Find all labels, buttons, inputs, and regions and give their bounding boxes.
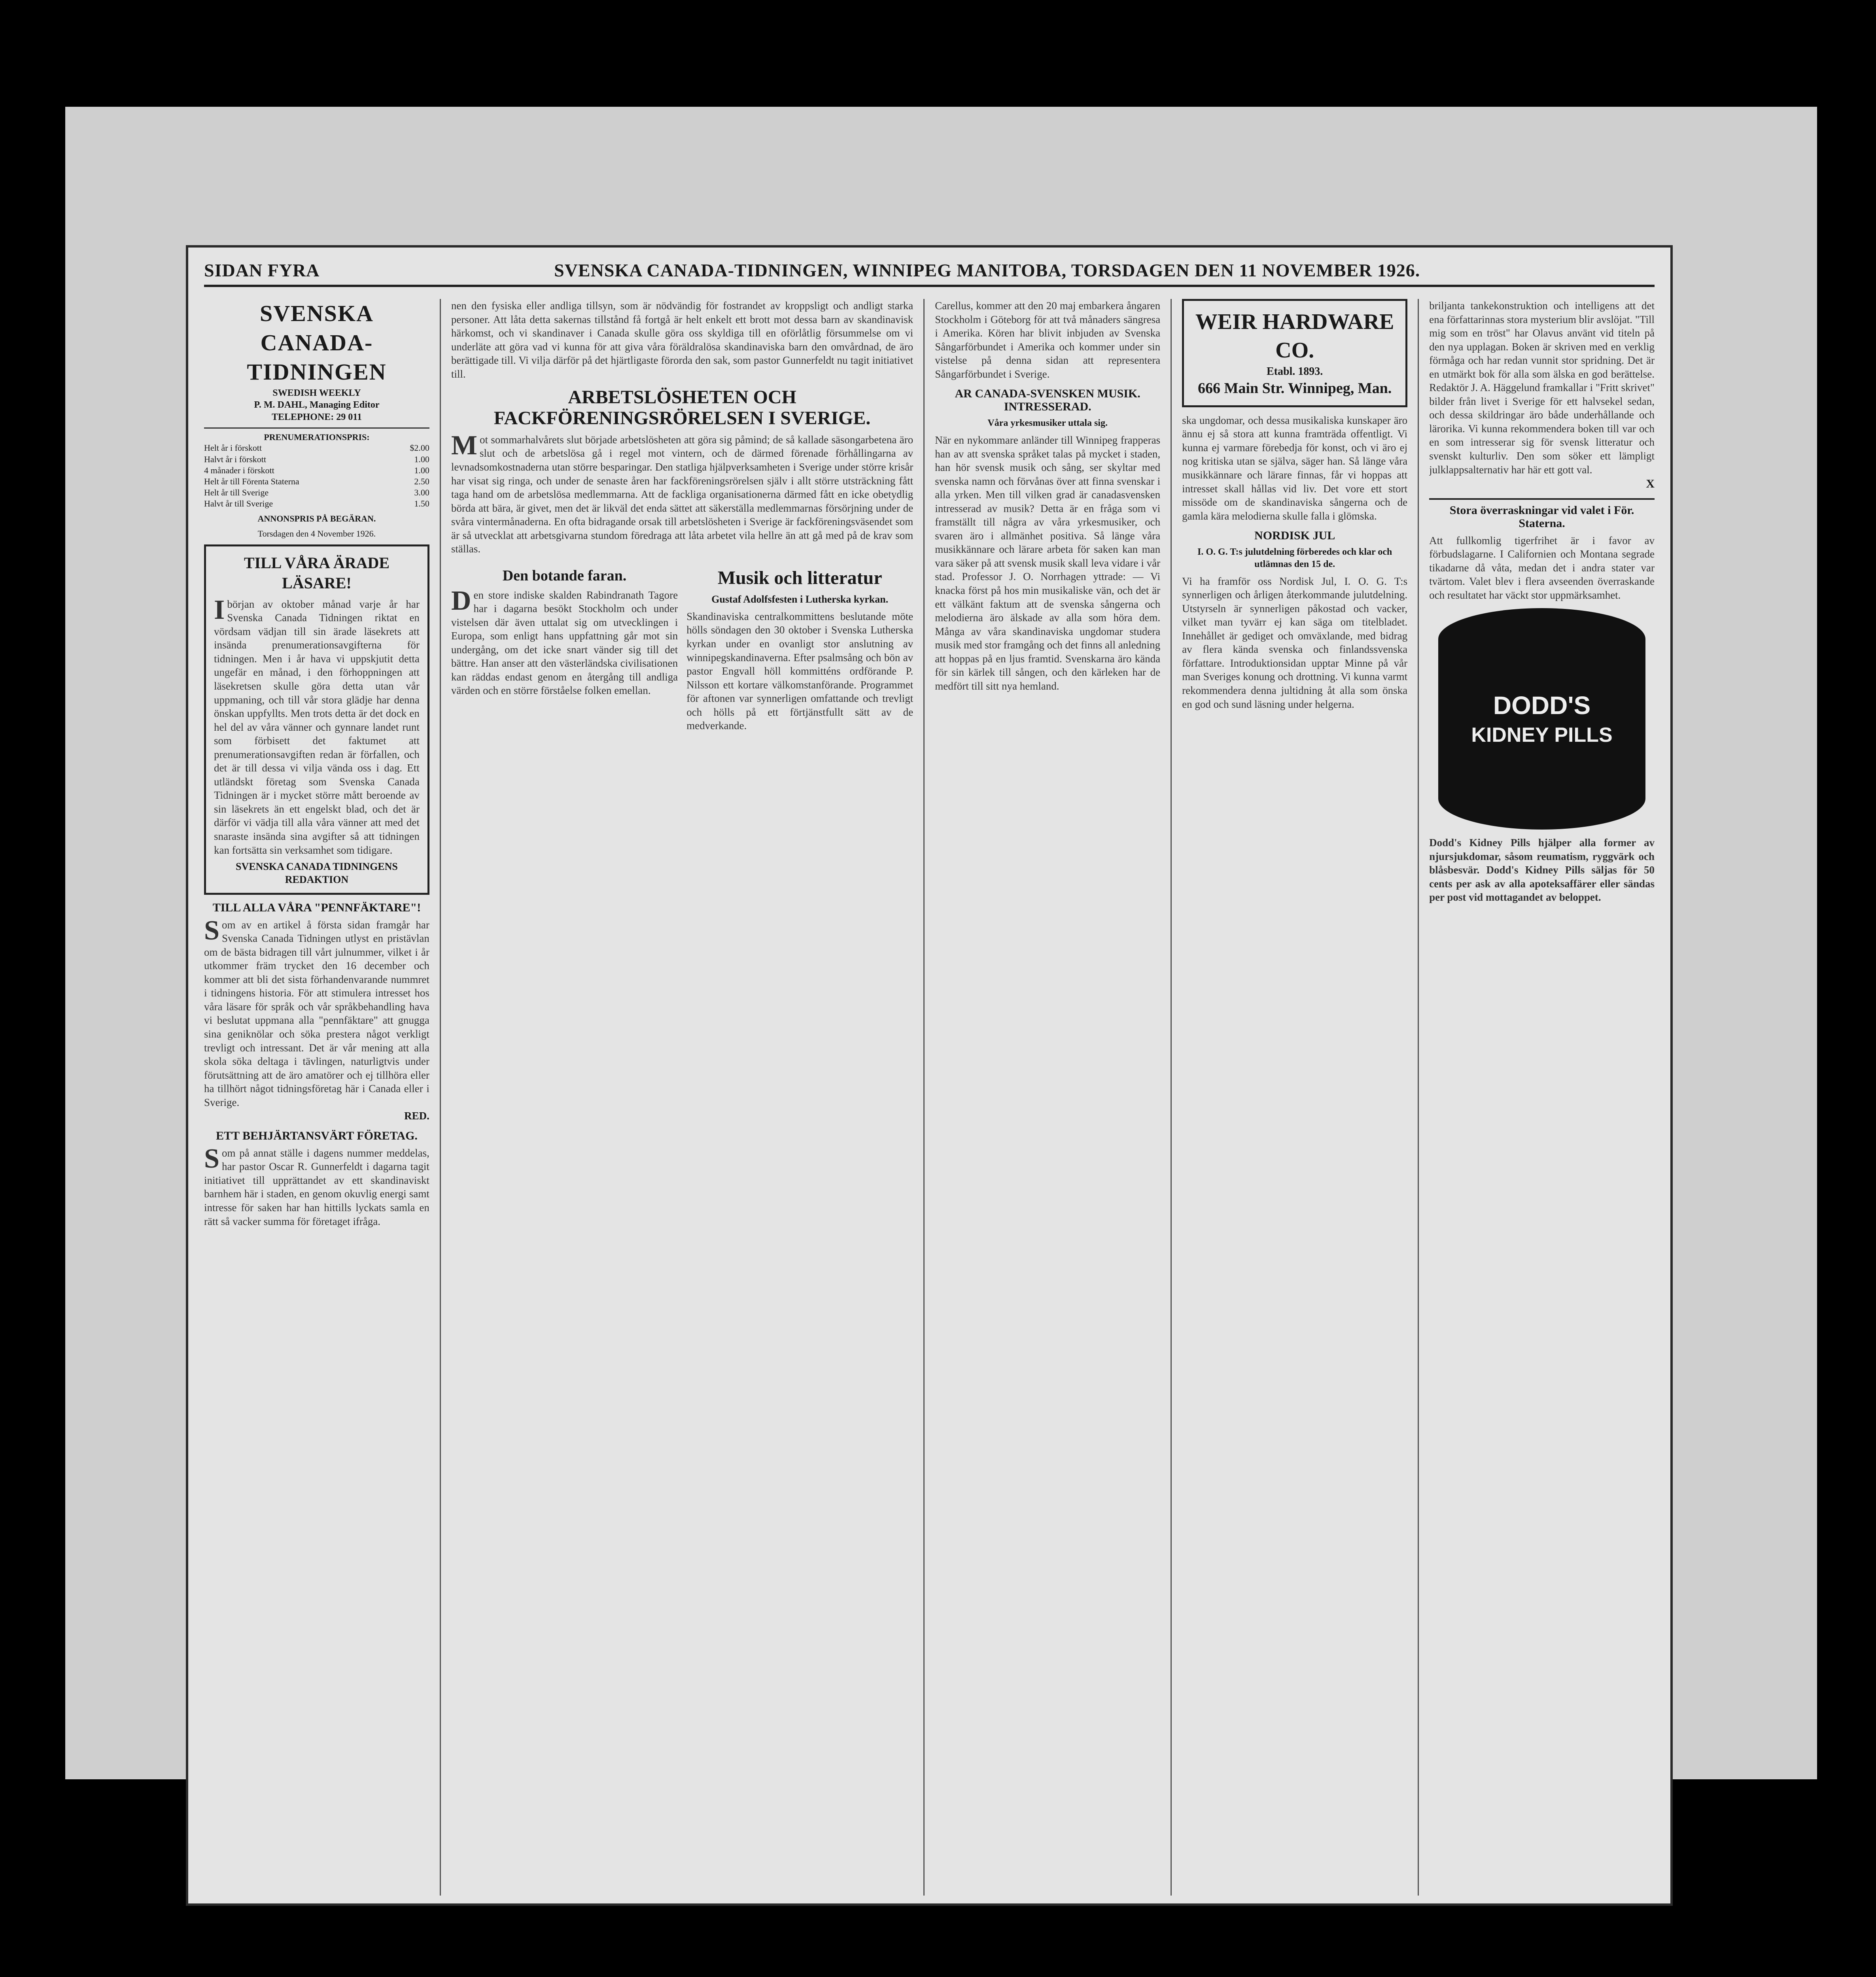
price-label: Halvt år i förskott xyxy=(204,454,267,464)
weir-address: 666 Main Str. Winnipeg, Man. xyxy=(1198,380,1392,397)
column-5 xyxy=(1429,299,1655,1896)
price-label: Halvt år till Sverige xyxy=(204,499,273,509)
price-label: Helt år till Förenta Staterna xyxy=(204,476,299,486)
pen-body: Som av en artikel å första sidan framgår har Svenska Canada Tidningen utlyst en pristävlan om de bästa bidragen till vårt julnummer, vilket i år utkommer främ trycket den 16 december och kommer att bli det sista förhandenvarande nummret i tidningens historia. För att stimulera intresset hos våra läsare för språk och vår språkbehandling hava vi beslutat uppmana alla "pennfäktare" att gnugga sina geniknölar och söka prestera något verkligt trevligt och intressant. Det är vår mening att alla skola söka deltaga i tävlingen, naturligtvis under förutsättning att de äro amatörer och ej tillhöra eller ha tillhört något tidningsföretag här i Canada eller i Sverige. xyxy=(204,915,429,1108)
page-label: SIDAN FYRA xyxy=(204,260,320,280)
price-label: Helt år i förskott xyxy=(204,443,262,453)
readers-notice-box xyxy=(204,544,429,894)
price-row xyxy=(204,454,429,465)
telephone-line: TELEPHONE: 29 011 xyxy=(271,412,362,423)
music-literature-article xyxy=(686,561,913,1896)
masthead-title: SVENSKA CANADA-TIDNINGEN, WINNIPEG MANITOBA, TORSDAGEN DEN 11 NOVEMBER 1926. xyxy=(554,260,1420,280)
price-label: Helt år till Sverige xyxy=(204,487,269,497)
editor-line: P. M. DAHL, Managing Editor xyxy=(254,400,380,410)
readers-notice-body: Ibörjan av oktober månad varje år har Svenska Canada Tidningen riktat en vördsam vädjan till sin ärade läsekrets att insända prenumerationsavgifterna för tidningen. Men i år hava vi uppskjutit detta ungefär en månad, i den förhoppningen att läsekretsen skulle göra detta utan vår uppmaning, och till vår stora glädje har denna önskan uppfyllts. Men trots detta är det dock en hel del av våra vänner och gynnare landet runt som förbisett det faktumet att prenumerationsavgiften redan är förfallen, och det är till dessa vi vilja vända oss i dag. Ett utländskt företag som Svenska Canada Tidningen är i mycket större mått beroende av sin läsekrets än ett engelskt blad, och det är därför vi vädja till alla våra vänner att med det snaraste insända sina avgifter så att tidningen kan fortsätta sin verksamhet som tidigare. xyxy=(214,594,420,856)
union-title: ARBETSLÖSHETEN OCH FACKFÖRENINGSRÖRELSEN I SVERIGE. xyxy=(494,387,871,429)
price-row xyxy=(204,487,429,498)
weir-hardware-ad xyxy=(1182,299,1407,407)
pills-brand: DODD'S xyxy=(1493,691,1591,720)
column-5-text: briljanta tankekonstruktion och intelligens att det ena författarinnas stora mysterium blir avslöjat. "Till mig som en tröst" har Olavus använt vid titeln på den nya upplagan. Boken är skriven med en verklig förmåga och har redan vunnit stor spridning. Det är en utmärkt bok för alla som älska en god berättelse. Redaktör J. A. Häggelund framkallar i "Fritt skrivet" bilder från livet i Sverige för ett halvsekel sedan, och dessa skildringar äro både underhållande och lärorika. Vi kunna rekommendera boken till var och en som intresserar sig för svensk litteratur och svenskt kulturliv. Den som söker ett lämpligt julklappsalternativ har här ett gott val. xyxy=(1429,300,1655,476)
price-value: 1.50 xyxy=(414,499,429,509)
cure-body: Den store indiske skalden Rabindranath Tagore har i dagarna besökt Stockholm och under vistelsen där även uttalat sig om utvecklingen i Europa, som enligt hans uppfattning går mot sin undergång, om det icke snart vänder sig till det bättre. Han anser att den västerländska civilisationen kan räddas endast genom en återgång till andliga värden och en större förståelse folken emellan. xyxy=(451,585,678,697)
charity-title: ETT BEHJÄRTANSVÄRT FÖRETAG. xyxy=(216,1129,418,1142)
union-body: Mot sommarhalvårets slut började arbetslösheten att göra sig påmind; de så kallade säsongarbetena äro slut och de arbetslösa gå i regel mot vintern, och de därmed förenade förhållingarna av levnadsomkostnaderna utan större besparingar. Den statliga hjälpverksamheten i Sverige under större krisår har visat sig ringa, och under de senaste åren har fackföreningsrörelsen själv i allt större utsträckning fått taga hand om de arbetslösa medlemmarna. Att de fackliga organisationerna därmed fått en icke obetydlig börda att bära, är givet, men det är likväl det enda sättet att säkerställa medlemmarnas försörjning under de svåra vintermånaderna. En ofta bidragande orsak till arbetslösheten i Sverige är fackföreningsväsendet som är så utvecklat att arbetsgivarna stundom föredraga att låta arbetet vila hellre än att gå med på de krav som ställas. xyxy=(451,430,913,555)
readers-notice-title: TILL VÅRA ÄRADE LÄSARE! xyxy=(244,554,390,592)
pen-signature: RED. xyxy=(404,1110,429,1122)
paper-subtitle: SWEDISH WEEKLY xyxy=(272,387,361,398)
price-row xyxy=(204,442,429,454)
nordic-body: Vi ha framför oss Nordisk Jul, I. O. G. T:s synnerligen och årligen återkommande julutdelning. Utstyrseln är synnerligen påkostad och vacker, vilket man tyvärr ej kan säga om titelbladet. Innehållet är gediget och omväxlande, med bidrag av flera kända svenska och finlandssvenska författare. Introduktionsidan upptar Minne på vår man Sveriges konung och drottning. Vi kunna varmt rekommendera denna jultidning åt alla som önska en god och sund läsning under helgerna. xyxy=(1182,575,1408,710)
music-continued: ska ungdomar, och dessa musikaliska kunskaper äro ännu ej så stora att kunna framträda offentligt. Vi kunna ej varmare förebedja för konst, och vi äro ej nog kritiska utan se själva, säger han. Så länge våra musikkännare och lärare finnas, får vi hoppas att intresset skall hållas vid liv. Det vore ett stort missöde om de skandinaviska sångerna och de gamla kära melodierna skulle falla i glömska. xyxy=(1182,414,1408,522)
newspaper-page xyxy=(186,245,1673,1906)
music-sub: Våra yrkesmusiker uttala sig. xyxy=(987,418,1108,429)
price-label: 4 månader i förskott xyxy=(204,465,274,475)
prices-heading: PRENUMERATIONSPRIS: xyxy=(264,432,370,442)
readers-notice-signature: SVENSKA CANADA TIDNINGENS REDAKTION xyxy=(236,861,398,886)
charity-body: Som på annat ställe i dagens nummer meddelas, har pastor Oscar R. Gunnerfeldt i dagarna tagit initiativet till upprättandet av ett skandinaviskt barnhem här i staden, en genom okuvlig energi samt intresse för saken har han hittills lyckats samla en rätt så vacker summa för företaget ifråga. xyxy=(204,1143,429,1227)
price-row xyxy=(204,476,429,487)
columns xyxy=(204,299,1655,1896)
weir-name: WEIR HARDWARE CO. xyxy=(1195,310,1394,363)
nameplate xyxy=(204,299,429,429)
music-lit-body: Skandinaviska centralkommittens beslutande möte hölls söndagen den 30 oktober i Svenska Lutherska kyrkan under en ovanligt stor anslutning av winnipegskandinaverna. Efter psalmsång och bön av pastor Engvall höll kommitténs ordförande P. Nilsson ett kortare välkomstanförande. Programmet för aftonen var synnerligen omfattande och trevligt och hölls på ett förtjänstfullt sätt av de medverkande. xyxy=(686,610,913,732)
music-intro: Carellus, kommer att den 20 maj embarkera ångaren Stockholm i Göteborg för att två månaders sängresa i Amerika. Kören har blivit inbjuden av Svenska Sångarförbundet i Amerika och kommer under sin vistelse på denna sidan att representera Sångarförbundet i Sverige. xyxy=(935,300,1161,380)
section-end-mark: X xyxy=(1646,477,1655,491)
column-1 xyxy=(204,299,429,1896)
pen-title: TILL ALLA VÅRA "PENNFÄKTARE"! xyxy=(212,901,421,914)
column-4 xyxy=(1182,299,1407,1896)
music-title: AR CANADA-SVENSKEN MUSIK. INTRESSERAD. xyxy=(955,387,1140,414)
masthead xyxy=(204,259,1655,287)
price-row xyxy=(204,498,429,509)
price-row xyxy=(204,465,429,476)
price-value: 3.00 xyxy=(414,487,429,497)
music-lit-title: Musik och litteratur xyxy=(717,567,882,588)
price-value: 1.00 xyxy=(414,454,429,464)
states-body: Att fullkomlig tigerfrihet är i favor av förbudslagarne. I Californien och Montana segrade tikadarne då våta, medan det i andra stater var tvärtom. Valet blev i flera avseenden överraskande och resultatet har väckt stor uppmärksamhet. xyxy=(1429,534,1655,601)
price-list xyxy=(204,442,429,509)
cure-article xyxy=(451,561,678,1896)
music-lit-sub: Gustaf Adolfsfesten i Lutherska kyrkan. xyxy=(711,593,889,605)
issue-date: Torsdagen den 4 November 1926. xyxy=(257,528,376,539)
column-3 xyxy=(935,299,1160,1896)
states-title: Stora överraskningar vid valet i För. Staterna. xyxy=(1429,498,1655,530)
paper-name: SVENSKA CANADA-TIDNINGEN xyxy=(247,301,387,385)
pills-name: KIDNEY PILLS xyxy=(1471,723,1613,747)
music-body: När en nykommare anländer till Winnipeg frapperas han av att svenska språket talas på mycket i staden, han hör svensk musik och sång, ser skyltar med svenska namn och förvånas över att finna svenskar i alla yrken. Men till vilken grad är canadasvensken intresserad av musik? Detta är en fråga som vi framställt till några av våra yrkesmusiker, och svaren äro i allmänhet positiva. Så länge våra musikkännare och lärare arbeta för saken kan man vara säker på att svensk musik skall leva vidare i vår stad. Professor J. O. Norrhagen yttrade: — Vi knacka först på hos min musikaliske vän, och det är ett välkänt faktum att de svenska sångerna och melodierna äro älskade av alla som höra dem. Många av våra skandinaviska ungdomar studera musik med stor framgång och det finns all anledning att hoppas på en ljus framtid. Svenskarna äro kända för sin kärlek till sången, och den kärleken har de medfört till sitt nya hemland. xyxy=(935,434,1161,692)
cure-title: Den botande faran. xyxy=(502,567,627,584)
weir-established: Etabl. 1893. xyxy=(1266,365,1323,378)
column-2 xyxy=(451,299,913,1896)
price-value: $2.00 xyxy=(410,443,429,453)
price-value: 1.00 xyxy=(414,465,429,475)
intro-text: nen den fysiska eller andliga tillsyn, som är nödvändig för fostrandet av kroppsligt och andligt starka personer. Att låta detta sakernas tillstånd få fortgå är helt enkelt ett brott mot dessa barn av skandinavisk härkomst, och vi skandinaver i Canada skulle göra oss skyldiga till en oförlåtlig försummelse om vi underläte att göra vad vi kunna för att giva våra föräldralösa skandinaviska barn den omvårdnad, de äro berättigade till. Vi vilja därför på det hjärtligaste förorda den sak, som pastor Gunnerfeldt nu tagit initiativet till. xyxy=(451,300,913,380)
nordic-title: NORDISK JUL xyxy=(1254,529,1335,542)
nordic-sub: I. O. G. T:s julutdelning förberedes och klar och utlämnas den 15 de. xyxy=(1197,547,1392,569)
pills-ad-text: Dodd's Kidney Pills hjälper alla former av njursjukdomar, såsom reumatism, ryggvärk och blåsbesvär. Dodd's Kidney Pills säljas för 50 cents per ask av alla apoteksaffärer eller sändas per post vid mottagandet av beloppet. xyxy=(1429,837,1655,903)
price-value: 2.50 xyxy=(414,476,429,486)
ads-price-heading: ANNONSPRIS PÅ BEGÄRAN. xyxy=(257,514,376,524)
kidney-pills-box xyxy=(1438,608,1645,830)
